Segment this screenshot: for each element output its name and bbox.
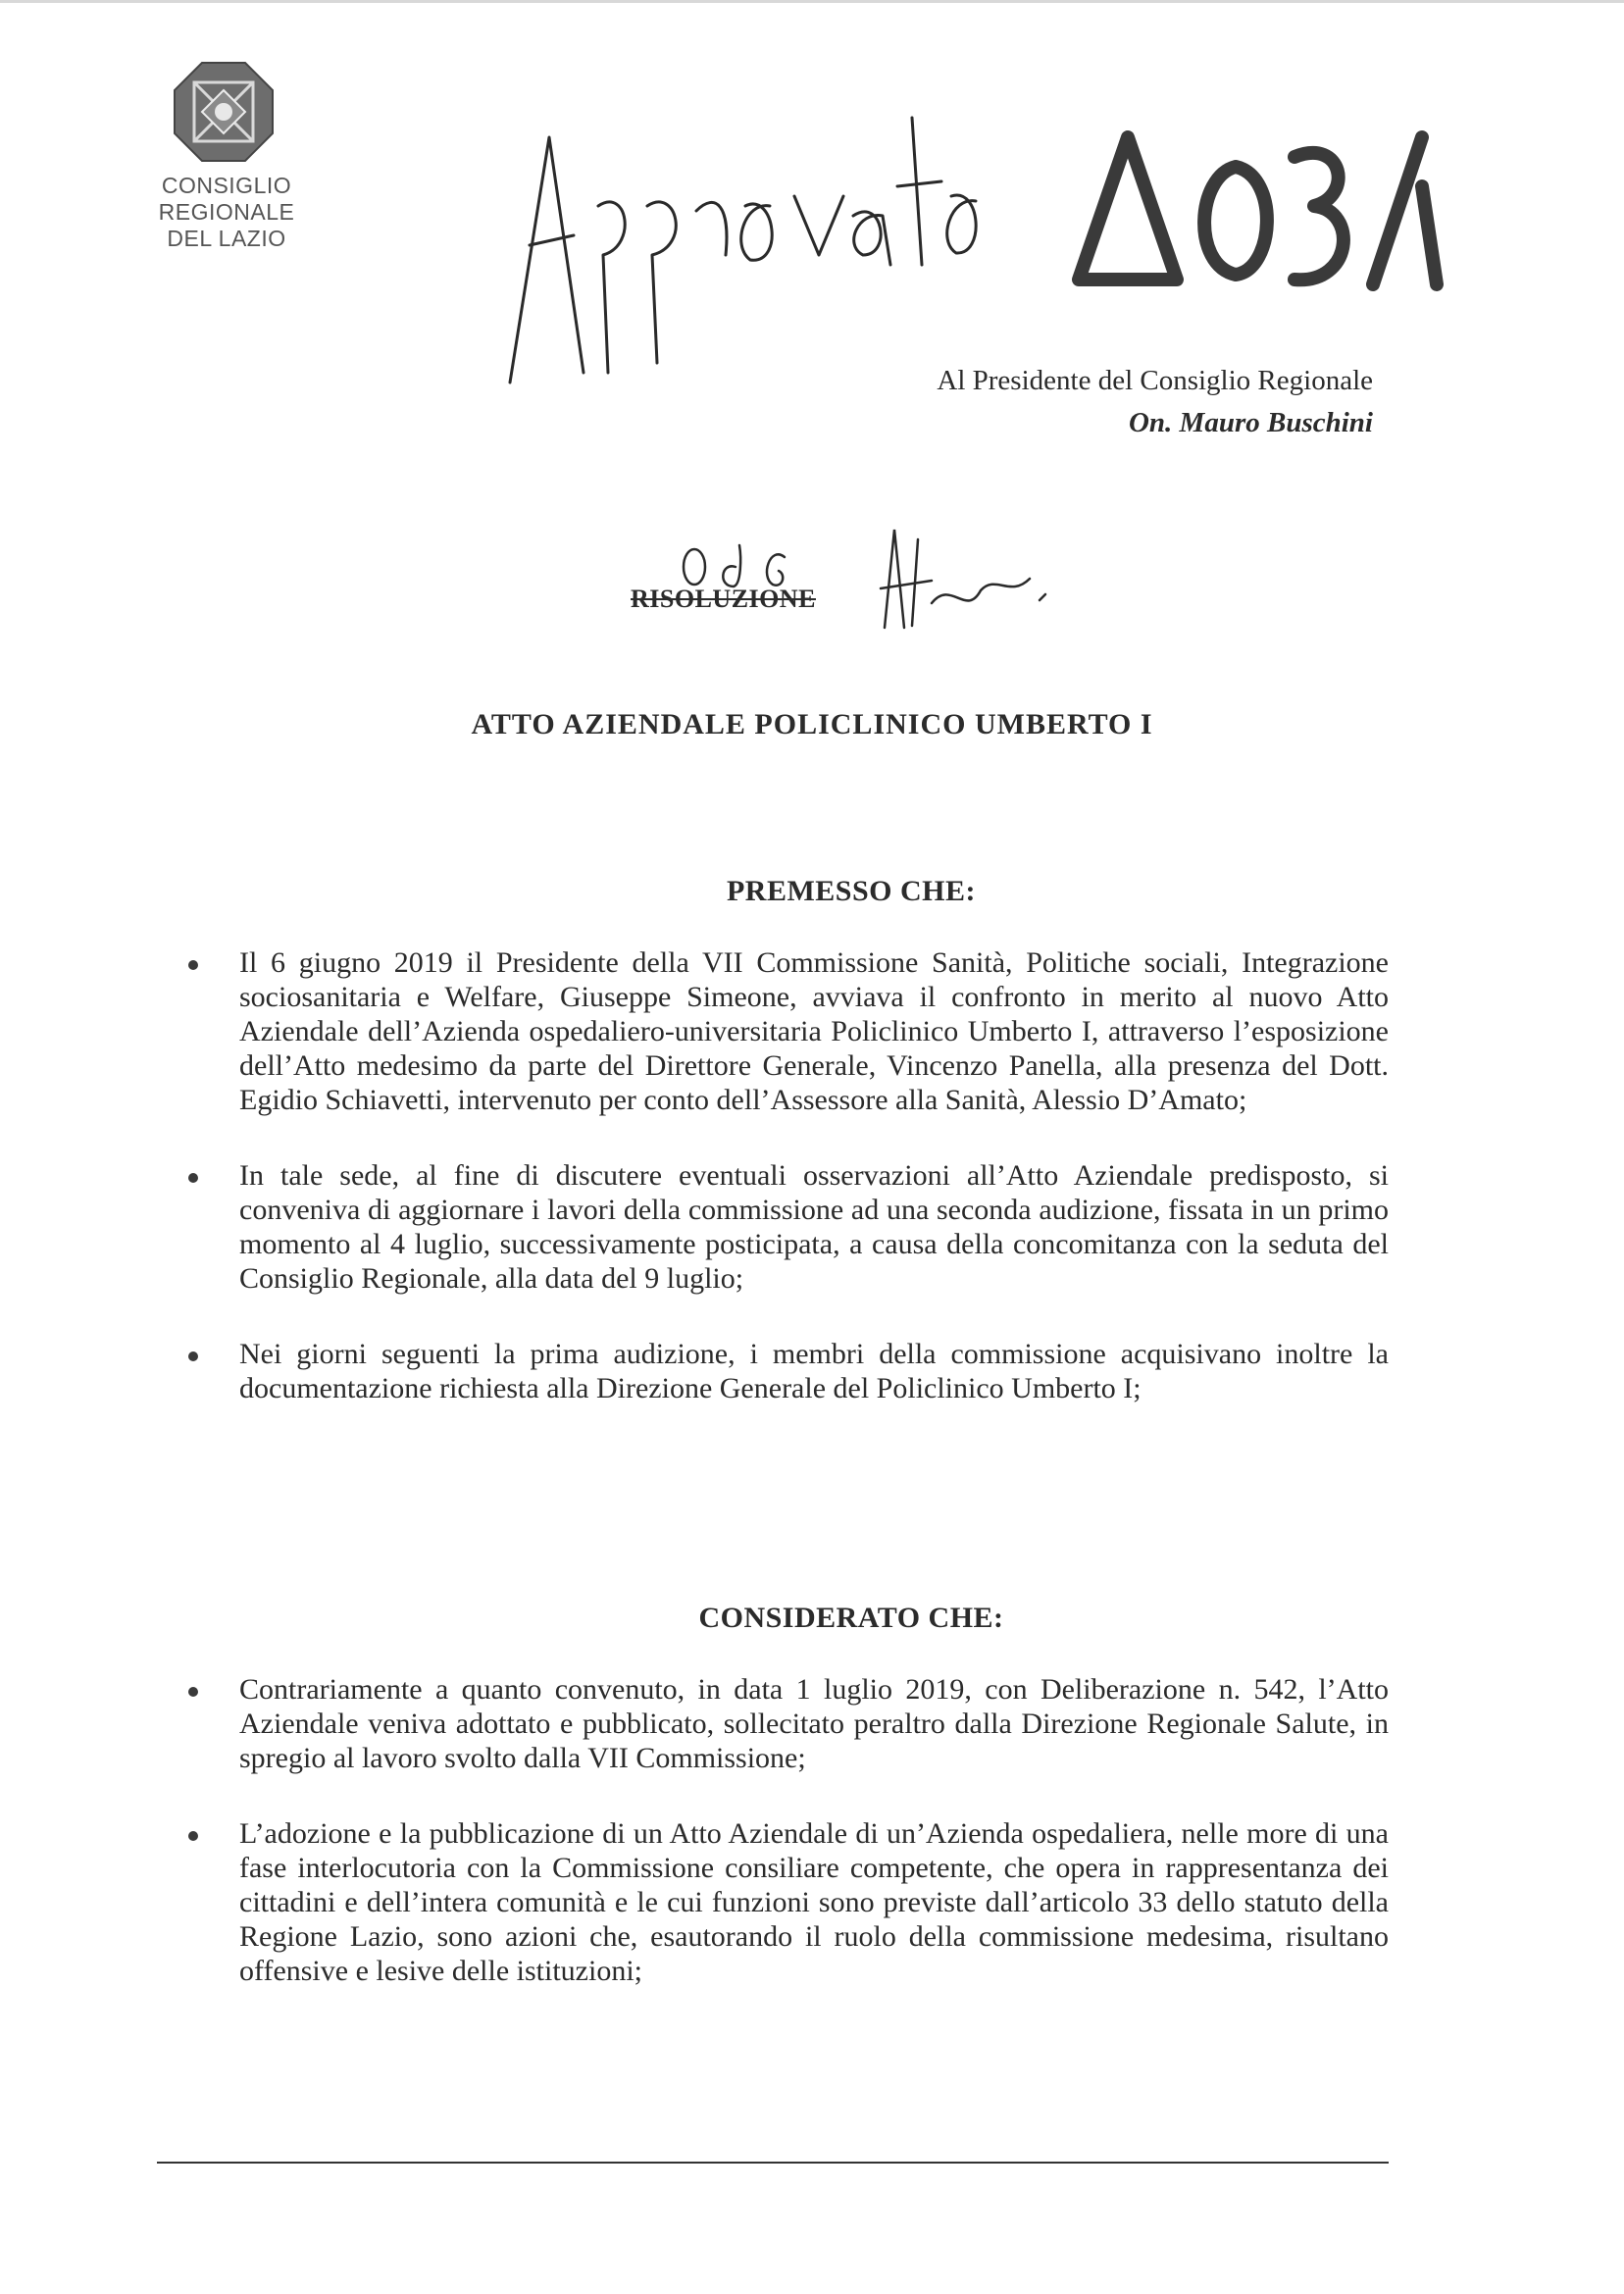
bullet-icon [188,1351,198,1361]
list-item-text: In tale sede, al fine di discutere eventuali osservazioni all’Atto Aziendale predisposto, si conveniva di aggiornare i lavori della commissione ad una seconda audizione, fissata in un primo momento al 4 luglio, successivamente posticipata, a causa della concomitanza con la seduta del Consiglio Regionale, alla data del 9 luglio; [239,1159,1389,1295]
bullet-icon [188,1831,198,1841]
document-type-label [631,585,816,614]
list-item [182,945,1389,1117]
bullet-icon [188,960,198,970]
handwritten-signature [873,520,1069,637]
list-item-text: Il 6 giugno 2019 il Presidente della VII Commissione Sanità, Politiche sociali, Integrazione sociosanitaria e Welfare, Giuseppe Simeone, avviava il confronto in merito al nuovo Atto Aziendale dell’Azienda ospedaliero-universitaria Policlinico Umberto I, attraverso l’esposizione dell’Atto medesimo da parte del Direttore Generale, Vincenzo Panella, alla presenza del Dott. Egidio Schiavetti, intervenuto per conto dell’Assessore alla Sanità, Alessio D’Amato; [239,946,1389,1116]
list-item [182,1158,1389,1296]
logo-line-1: CONSIGLIO [161,173,292,198]
premesso-list [182,945,1389,1405]
list-item [182,1816,1389,1988]
scan-edge [0,0,1624,3]
struck-label: RISOLUZIONE [631,585,816,613]
bullet-icon [188,1687,198,1697]
bullet-icon [188,1173,198,1183]
considerato-list [182,1672,1389,1988]
logo-line-2: REGIONALE [158,199,295,225]
consiglio-emblem-icon [173,61,275,163]
recipient-block [863,360,1373,444]
section-heading-premesso: PREMESSO CHE: [726,875,977,907]
logo-line-3: DEL LAZIO [167,226,286,251]
recipient-line: Al Presidente del Consiglio Regionale [937,365,1373,396]
list-item [182,1337,1389,1405]
document-title: ATTO AZIENDALE POLICLINICO UMBERTO I [471,708,1153,740]
footer-divider [157,2162,1389,2164]
handwritten-approvato [510,118,976,382]
handwritten-annotations [490,98,1461,392]
section-heading-considerato: CONSIDERATO CHE: [698,1602,1004,1634]
logo-caption [153,173,300,252]
list-item [182,1672,1389,1775]
recipient-name: On. Mauro Buschini [1128,407,1373,438]
list-item-text: L’adozione e la pubblicazione di un Atto Aziendale di un’Azienda ospedaliera, nelle more di una fase interlocutoria con la Commissione consiliare competente, che opera in rappresentanza dei cittadini e dell’intera comunità e le cui funzioni sono previste dall’articolo 33 dello statuto della Regione Lazio, sono azioni che, esautorando il ruolo della commissione medesima, risultano offensive e lesive delle istituzioni; [239,1817,1389,1987]
list-item-text: Contrariamente a quanto convenuto, in data 1 luglio 2019, con Deliberazione n. 542, l’Atto Aziendale veniva adottato e pubblicato, sollecitato peraltro dalla Direzione Regionale Salute, in spregio al lavoro svolto dalla VII Commissione; [239,1673,1389,1774]
list-item-text: Nei giorni seguenti la prima audizione, i membri della commissione acquisivano inoltre la documentazione richiesta alla Direzione Generale del Policlinico Umberto I; [239,1338,1389,1404]
handwritten-code [1079,137,1437,284]
